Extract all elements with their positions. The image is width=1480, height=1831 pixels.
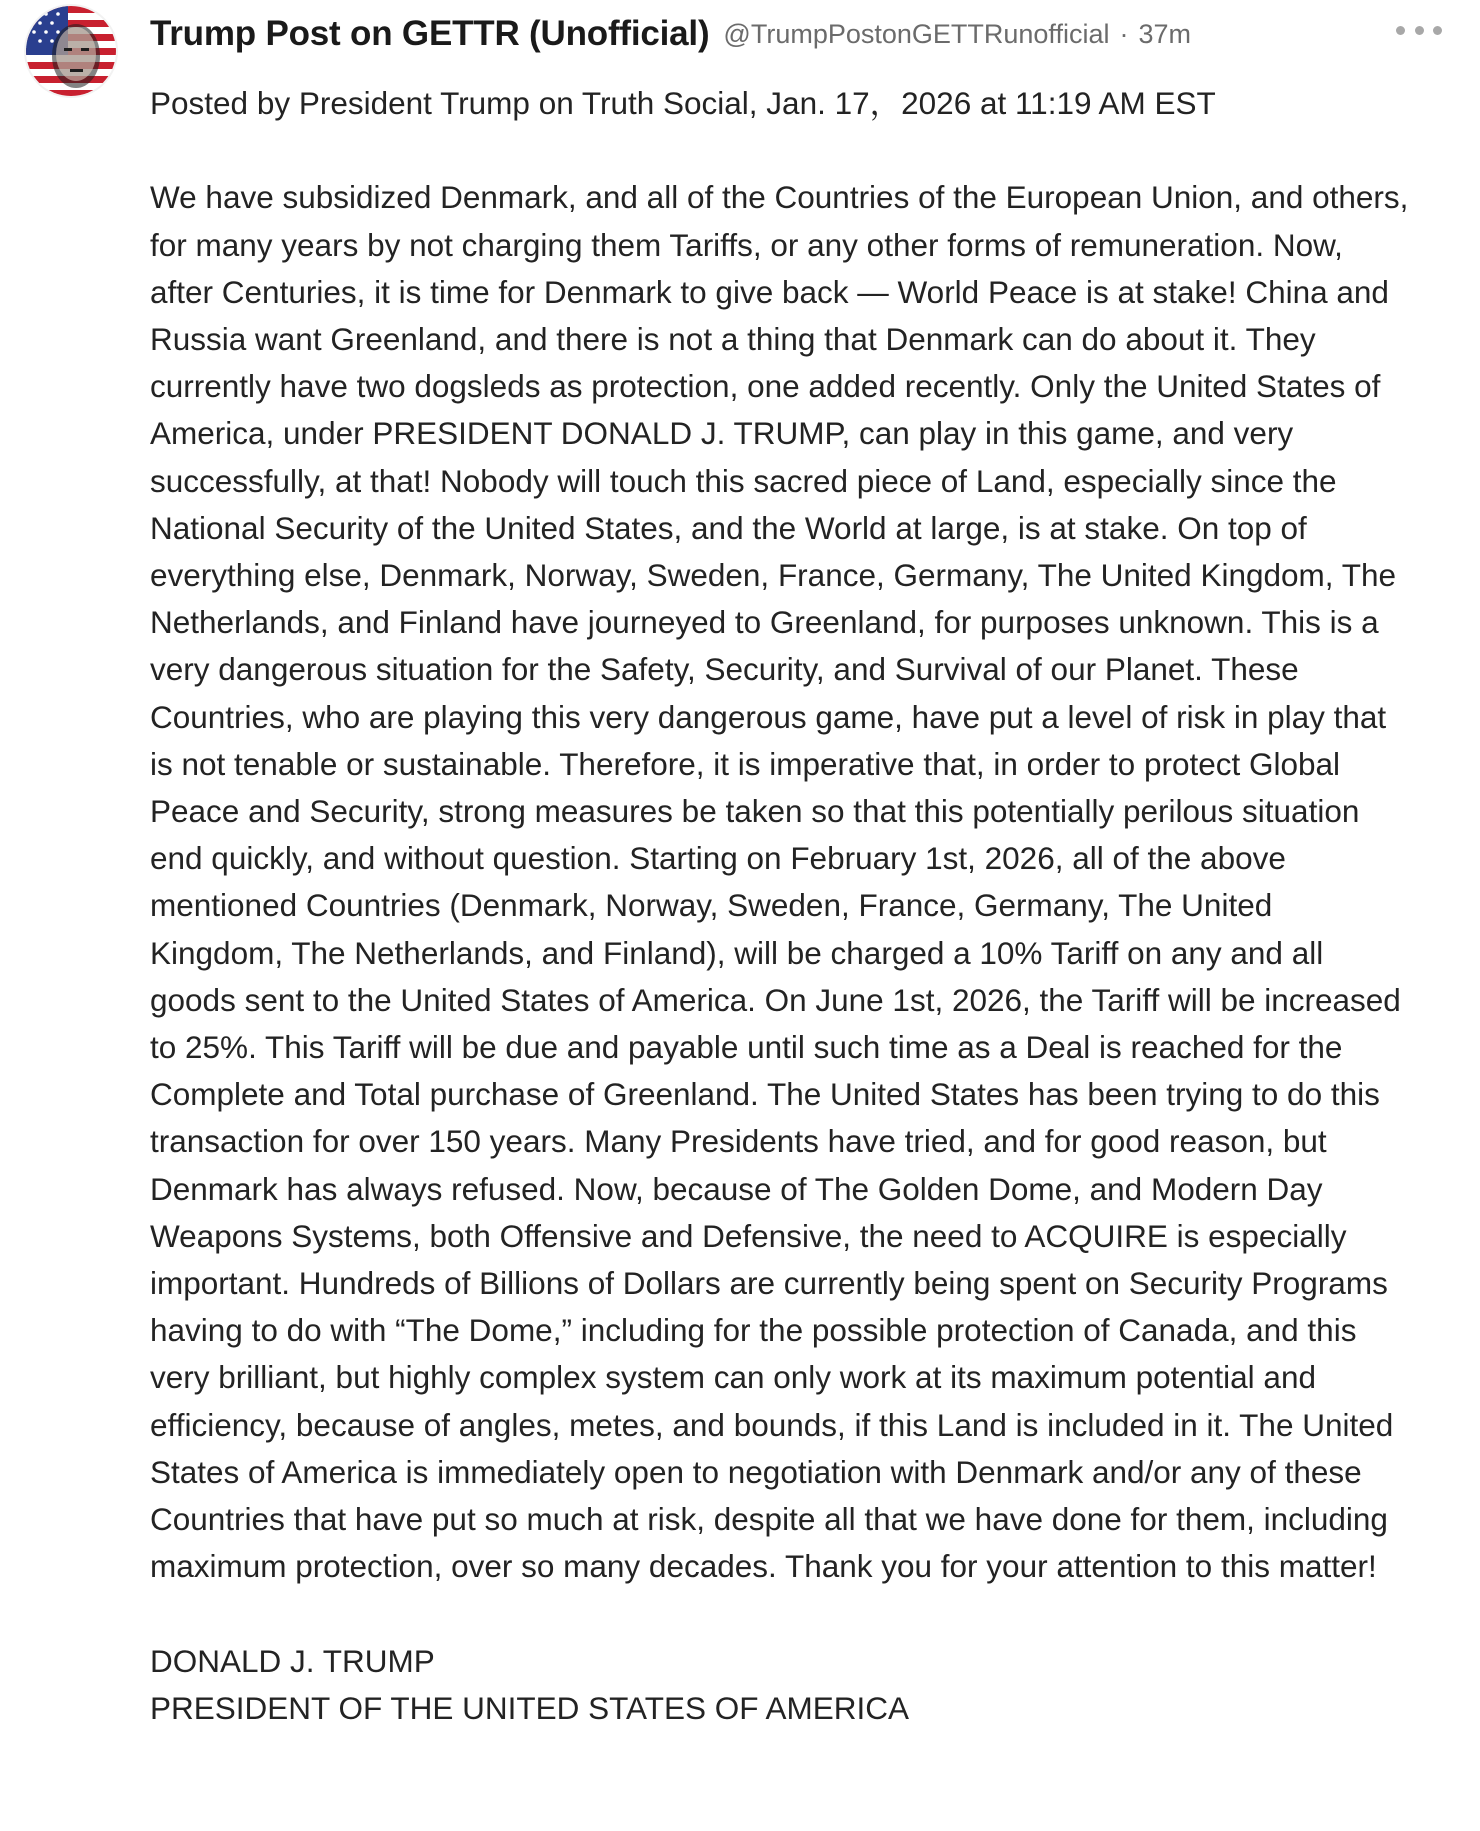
signature-name: DONALD J. TRUMP [150,1642,435,1679]
author-handle[interactable]: @TrumpPostonGETTRunofficial [723,18,1110,49]
post-body [150,80,1410,1732]
author-name[interactable]: Trump Post on GETTR (Unofficial) [150,14,710,53]
post-timestamp[interactable]: 37m [1138,18,1191,49]
meta-separator: · [1119,18,1129,49]
post-header [150,8,1270,60]
posted-by-line: Posted by President Trump on Truth Social, Jan. 17，2026 at 11:19 AM EST [150,85,1216,121]
dot-icon [1415,26,1424,35]
avatar-flag-portrait-icon [26,6,116,96]
post-paragraph: We have subsidized Denmark, and all of the Countries of the European Union, and others, for many years by not charging them Tariffs, or any other forms of remuneration. Now, after Centuries, it is time for Denmark to give back — World Peace is at stake! China and Russia want Greenland, and there is not a thing that Denmark can do about it. They currently have two dogsleds as protection, one added recently. Only the United States of America, under PRESIDENT DONALD J. TRUMP, can play in this game, and very successfully, at that! Nobody will touch this sacred piece of Land, especially since the National Security of the United States, and the World at large, is at stake. On top of everything else, Denmark, Norway, Sweden, France, Germany, The United Kingdom, The Netherlands, and Finland have journeyed to Greenland, for purposes unknown. This is a very dangerous situation for the Safety, Security, and Survival of our Planet. These Countries, who are playing this very dangerous game, have put a level of risk in play that is not tenable or sustainable. Therefore, it is imperative that, in order to protect Global Peace and Security, strong measures be taken so that this potentially perilous situation end quickly, and without question. Starting on February 1st, 2026, all of the above mentioned Countries (Denmark, Norway, Sweden, France, Germany, The United Kingdom, The Netherlands, and Finland), will be charged a 10% Tariff on any and all goods sent to the United States of America. On June 1st, 2026, the Tariff will be increased to 25%. This Tariff will be due and payable until such time as a Deal is reached for the Complete and Total purchase of Greenland. The United States has been trying to do this transaction for over 150 years. Many Presidents have tried, and for good reason, but Denmark has always refused. Now, because of The Golden Dome, and Modern Day Weapons Systems, both Offensive and Defensive, the need to ACQUIRE is especially important. Hundreds of Billions of Dollars are currently being spent on Security Programs having to do with “The Dome,” including for the possible protection of Canada, and this very brilliant, but highly complex system can only work at its maximum potential and efficiency, because of angles, metes, and bounds, if this Land is included in it. The United States of America is immediately open to negotiation with Denmark and/or any of these Countries that have put so much at risk, despite all that we have done for them, including maximum protection, over so many decades. Thank you for your attention to this matter! [150,179,1409,1585]
signature-title: PRESIDENT OF THE UNITED STATES OF AMERICA [150,1689,910,1726]
dot-icon [1396,26,1405,35]
dot-icon [1433,26,1442,35]
author-avatar[interactable] [26,6,116,96]
more-options-icon[interactable] [1396,18,1442,42]
signature [150,1638,1410,1732]
